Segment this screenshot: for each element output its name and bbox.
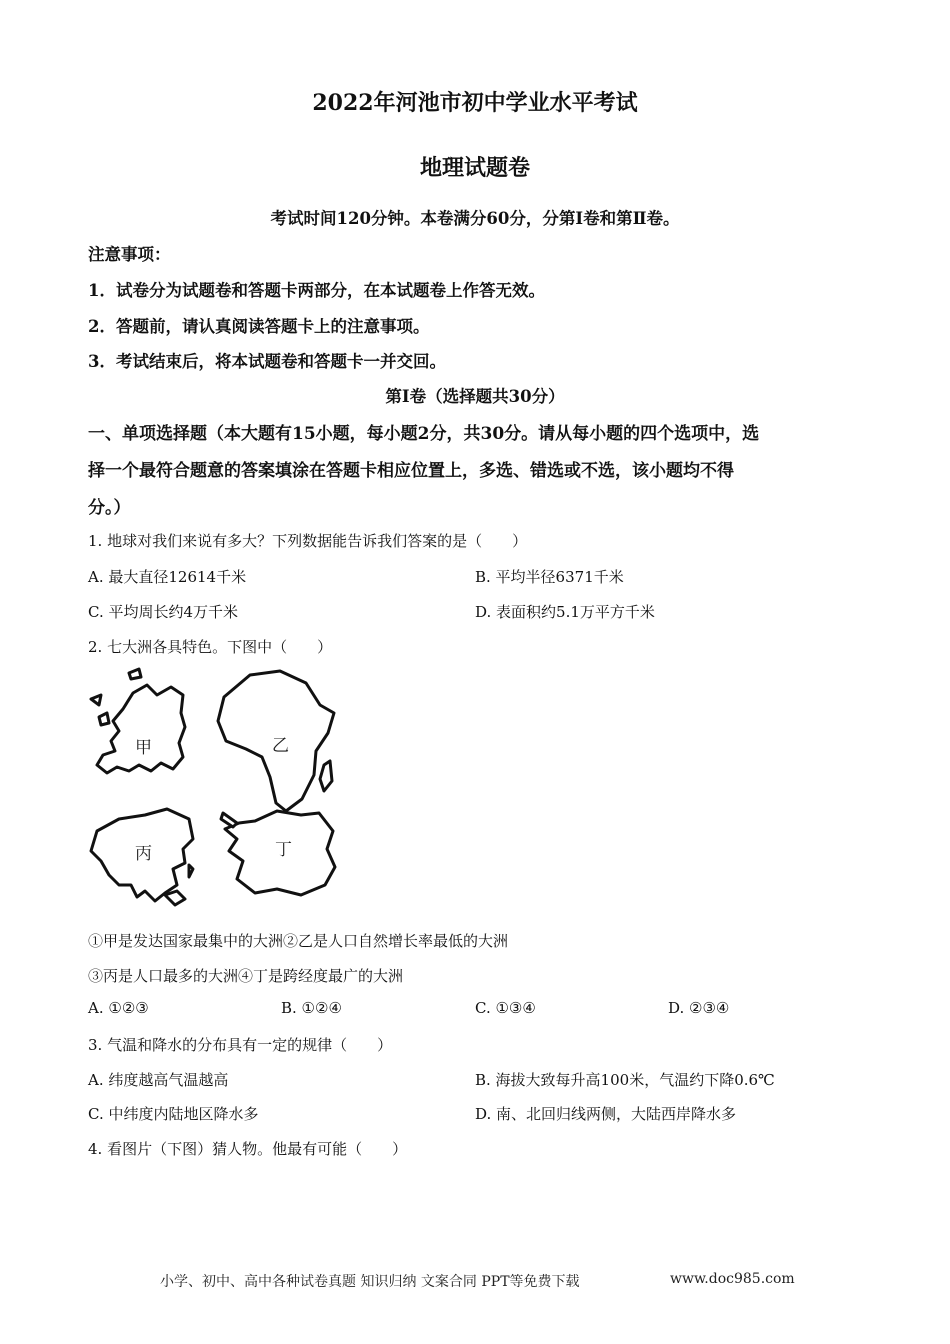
map-label-ding: 丁 [275, 840, 292, 860]
question-1-option-b: B. 平均半径6371千米 [475, 568, 624, 586]
antarctica-map [215, 805, 345, 905]
question-3-stem: 3. 气温和降水的分布具有一定的规律（ ） [88, 1036, 393, 1054]
note-item: 3．考试结束后，将本试题卷和答题卡一并交回。 [88, 352, 446, 371]
question-1-option-c: C. 平均周长约4万千米 [88, 603, 239, 621]
map-label-jia: 甲 [135, 738, 152, 758]
section-instruction-line: 择一个最符合题意的答案填涂在答题卡相应位置上，多选、错选或不选，该小题均不得 [88, 461, 734, 481]
section-instruction-line: 分。） [88, 498, 131, 518]
question-3-option-b: B. 海拔大致每升高100米，气温约下降0.6℃ [475, 1071, 775, 1089]
map-label-bing: 丙 [135, 844, 152, 864]
question-1-option-d: D. 表面积约5.1万平方千米 [475, 603, 655, 621]
question-1-stem: 1. 地球对我们来说有多大？下列数据能告诉我们答案的是（ ） [88, 532, 528, 550]
question-2-option-c: C. ①③④ [475, 999, 536, 1017]
question-1-option-a: A. 最大直径12614千米 [88, 568, 247, 586]
footer-text: 小学、初中、高中各种试卷真题 知识归纳 文案合同 PPT等免费下载 [160, 1274, 580, 1290]
question-2-statement: ①甲是发达国家最集中的大洲②乙是人口自然增长率最低的大洲 [88, 932, 509, 950]
exam-subtitle: 地理试题卷 [419, 155, 530, 181]
exam-info: 考试时间120分钟。本卷满分60分，分第Ⅰ卷和第Ⅱ卷。 [270, 209, 680, 228]
question-3-option-a: A. 纬度越高气温越高 [88, 1071, 229, 1089]
map-label-yi: 乙 [272, 736, 289, 756]
africa-map [210, 665, 345, 820]
asia-map [85, 805, 200, 910]
note-item: 2．答题前，请认真阅读答题卡上的注意事项。 [88, 317, 430, 336]
note-item: 1．试卷分为试题卷和答题卡两部分，在本试题卷上作答无效。 [88, 281, 545, 300]
europe-map [85, 665, 195, 780]
question-4-stem: 4. 看图片（下图）猜人物。他最有可能（ ） [88, 1140, 408, 1158]
question-3-option-d: D. 南、北回归线两侧，大陆西岸降水多 [475, 1105, 737, 1123]
question-2-option-b: B. ①②④ [281, 999, 342, 1017]
section-instruction-line: 一、单项选择题（本大题有15小题，每小题2分，共30分。请从每小题的四个选项中，选 [88, 424, 760, 444]
notes-heading: 注意事项： [88, 245, 171, 264]
exam-title: 2022年河池市初中学业水平考试 [312, 90, 638, 116]
question-2-option-d: D. ②③④ [668, 999, 730, 1017]
part1-heading: 第Ⅰ卷（选择题共30分） [385, 387, 565, 406]
question-2-option-a: A. ①②③ [88, 999, 149, 1017]
question-2-stem: 2. 七大洲各具特色。下图中（ ） [88, 638, 333, 656]
footer-url[interactable]: www.doc985.com [670, 1271, 795, 1287]
question-2-statement: ③丙是人口最多的大洲④丁是跨经度最广的大洲 [88, 967, 404, 985]
question-3-option-c: C. 中纬度内陆地区降水多 [88, 1105, 259, 1123]
